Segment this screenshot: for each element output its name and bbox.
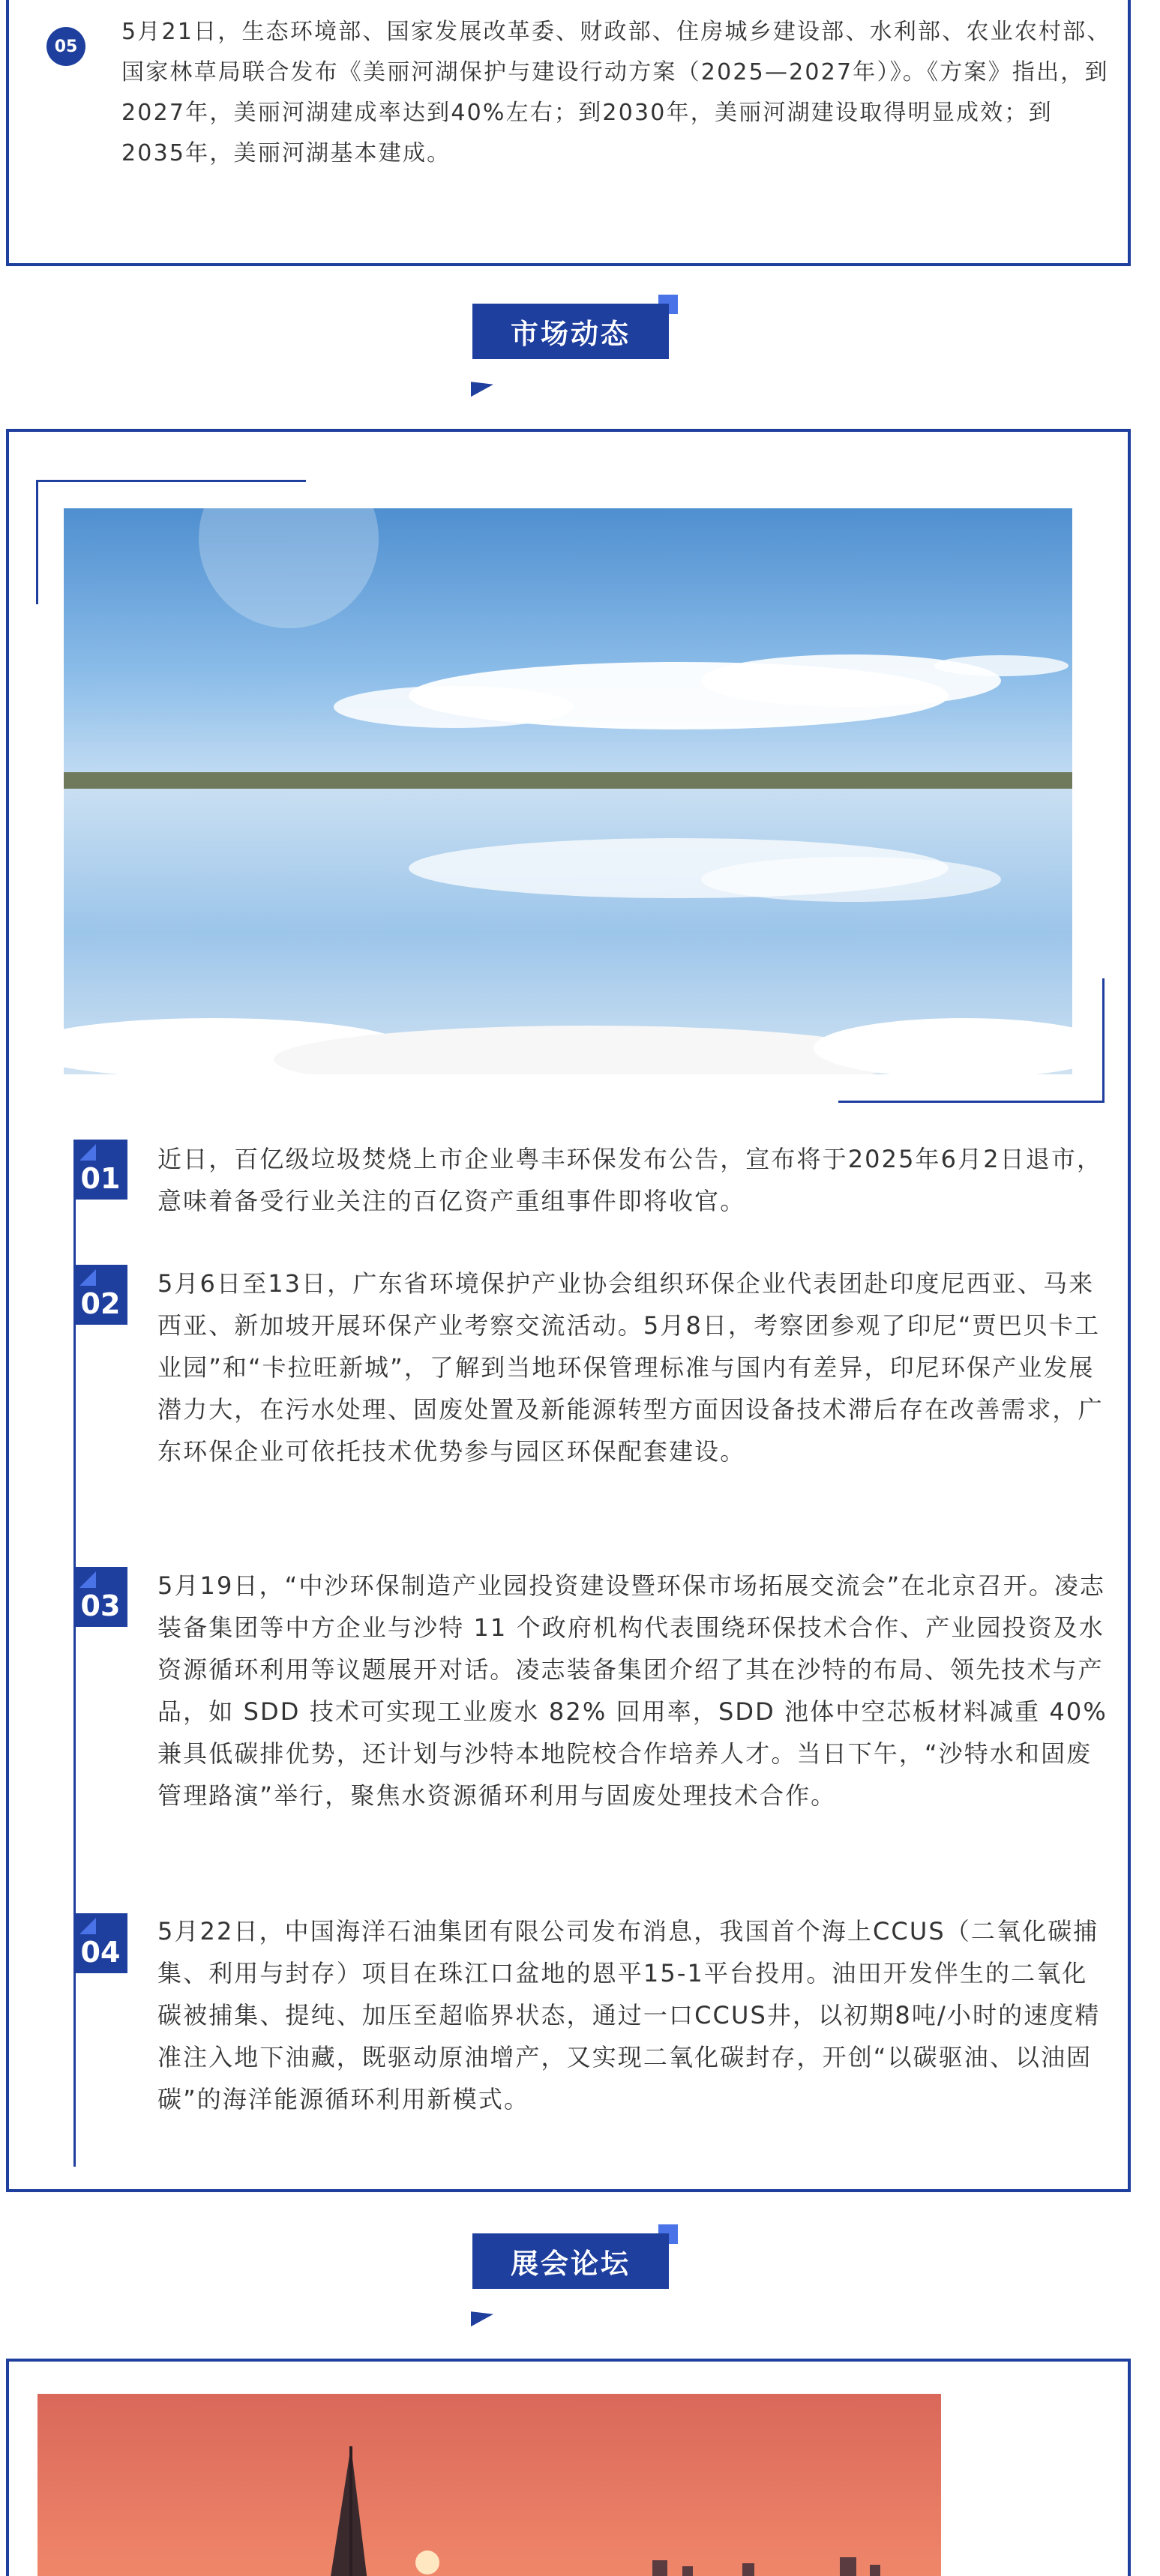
sunset-photo-illustration [37,2394,941,2576]
item-text-04: 5月22日，中国海洋石油集团有限公司发布消息，我国首个海上CCUS（二氧化碳捕集、利用与封存）项目在珠江口盆地的恩平15-1平台投用。油田开发伴生的二氧化碳被捕集、提纯、加压至超临界状态，通过一口CCUS井，以初期8吨/小时的速度精准注入地下油藏，既驱动原油增产，又实现二氧化碳封存，开创“以碳驱油、以油固碳”的海洋能源循环利用新模式。 [157,1917,1101,2113]
item-number-03 [73,1567,127,1627]
news-card-top [6,0,1131,266]
item-number-label: 01 [80,1162,121,1195]
item-text-03: 5月19日，“中沙环保制造产业园投资建设暨环保市场拓展交流会”在北京召开。凌志装备集团等中方企业与沙特 11 个政府机构代表围绕环保技术合作、产业园投资及水资源循环利用等议题展开对话。凌志装备集团介绍了其在沙特的布局、领先技术与产品，如 SDD 技术可实现工业废水 82% 回用率，SDD 池体中空芯板材料减重 40% 兼具低碳排优势，还计划与沙特本地院校合作培养人才。当日下午，“沙特水和固废管理路演”举行，聚焦水资源循环利用与固废处理技术合作。 [157,1571,1108,1810]
frame-line [36,480,38,604]
news-paragraph: 5月21日，生态环境部、国家发展改革委、财政部、住房城乡建设部、水利部、农业农村部、国家林草局联合发布《美丽河湖保护与建设行动方案（2025—2027年）》。《方案》指出，到2027年，美丽河湖建成率达到40%左右；到2030年，美丽河湖建设取得明显成效；到2035年，美丽河湖基本建成。 [121,19,1111,166]
corner-triangle-icon [79,1918,96,1934]
item-text-01: 近日，百亿级垃圾焚烧上市企业粤丰环保发布公告，宣布将于2025年6月2日退市，意味着备受行业关注的百亿资产重组事件即将收官。 [157,1145,1103,1215]
frame-line [36,480,306,482]
item-number-02 [73,1265,127,1325]
sunset-sailboat-image [37,2394,941,2576]
arrow-decoration-icon [471,377,493,397]
item-number-label: 02 [80,1287,121,1320]
frame-line [1102,978,1105,1103]
corner-triangle-icon [79,1571,96,1588]
lake-photo-illustration [64,508,1072,1074]
item-number-01 [73,1140,127,1200]
arrow-decoration-icon [471,2307,493,2326]
corner-triangle-icon [79,1269,96,1286]
item-number-badge: 05 [46,27,85,66]
corner-triangle-icon [79,1144,96,1161]
section-title-expo [472,2224,669,2289]
item-number-04 [73,1913,127,1973]
section-title-market [472,295,669,359]
lake-reflection-image [64,508,1072,1074]
frame-line [838,1101,1105,1103]
section-title-label: 市场动态 [472,304,669,359]
item-number-label: 04 [80,1936,121,1969]
item-text-02: 5月6日至13日，广东省环境保护产业协会组织环保企业代表团赴印度尼西亚、马来西亚、新加坡开展环保产业考察交流活动。5月8日，考察团参观了印尼“贾巴贝卡工业园”和“卡拉旺新城”，了解到当地环保管理标准与国内有差异，印尼环保产业发展潜力大，在污水处理、固废处置及新能源转型方面因设备技术滞后存在改善需求，广东环保企业可依托技术优势参与园区环保配套建设。 [157,1269,1104,1466]
section-title-label: 展会论坛 [472,2233,669,2289]
item-number-label: 03 [80,1589,121,1622]
